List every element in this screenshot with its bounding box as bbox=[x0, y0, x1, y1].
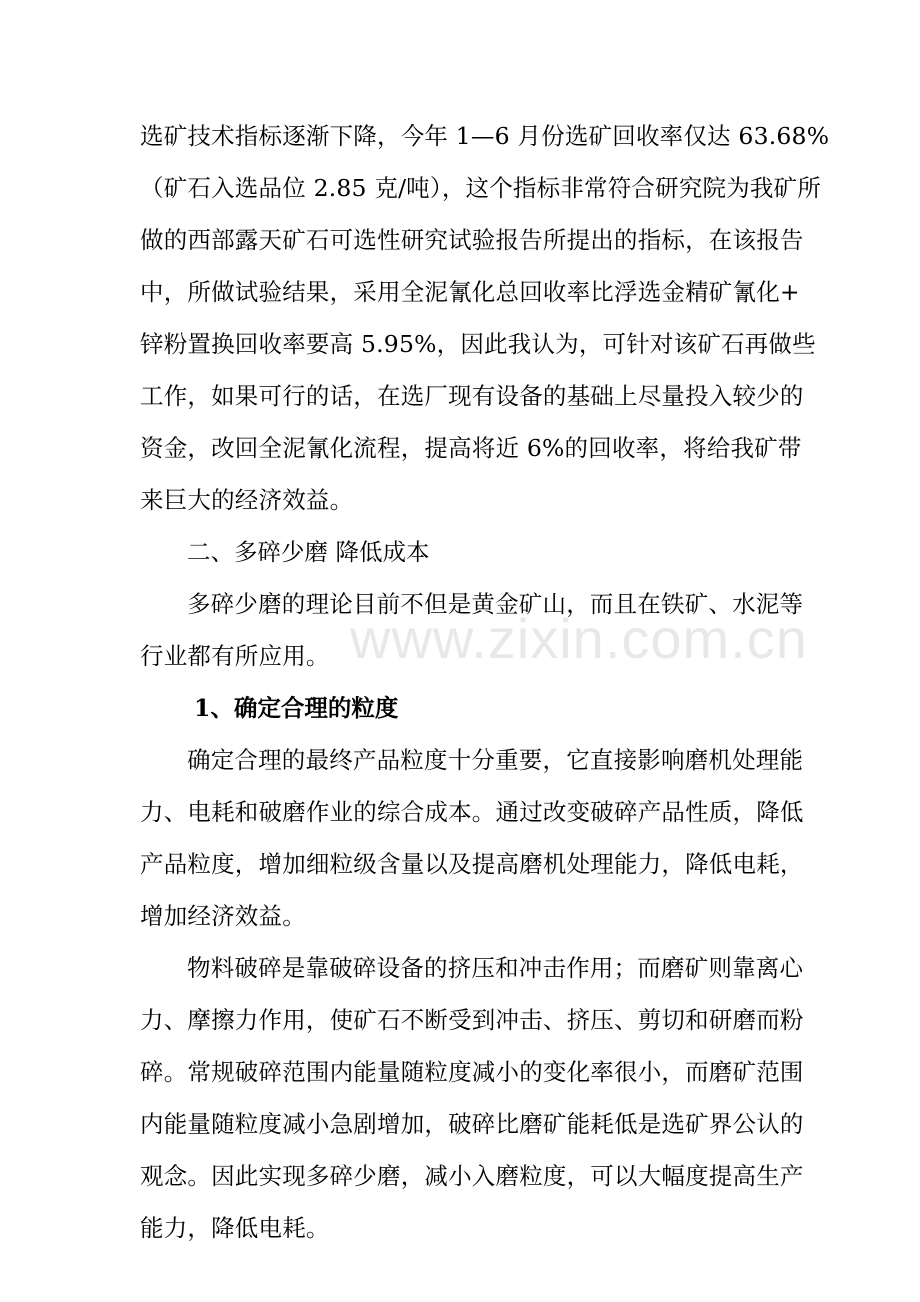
body-text-line: 内能量随粒度减小急剧增加，破碎比磨矿能耗低是选矿界公认的 bbox=[140, 1110, 804, 1138]
body-text-line: 增加经济效益。 bbox=[140, 902, 306, 930]
body-text-line: 确定合理的最终产品粒度十分重要，它直接影响磨机处理能 bbox=[187, 746, 804, 774]
body-text-line: 来巨大的经济效益。 bbox=[140, 486, 354, 514]
body-text-line: 力、电耗和破磨作业的综合成本。通过改变破碎产品性质，降低 bbox=[140, 798, 804, 826]
body-text-line: 碎。常规破碎范围内能量随粒度减小的变化率很小，而磨矿范围 bbox=[140, 1058, 804, 1086]
body-text-line: （矿石入选品位 2.85 克/吨），这个指标非常符合研究院为我矿所 bbox=[140, 174, 822, 202]
body-text-line: 锌粉置换回收率要高 5.95%，因此我认为，可针对该矿石再做些 bbox=[140, 330, 816, 358]
body-text-line: 物料破碎是靠破碎设备的挤压和冲击作用；而磨矿则靠离心 bbox=[187, 954, 804, 982]
body-text-line: 观念。因此实现多碎少磨，减小入磨粒度，可以大幅度提高生产 bbox=[140, 1162, 804, 1190]
section-heading: 二、多碎少磨 降低成本 bbox=[187, 538, 430, 566]
watermark: www.zixin.com.cn bbox=[350, 607, 808, 670]
body-text-line: 资金，改回全泥氰化流程，提高将近 6%的回收率，将给我矿带 bbox=[140, 434, 802, 462]
body-text-line: 产品粒度，增加细粒级含量以及提高磨机处理能力，降低电耗， bbox=[140, 850, 804, 878]
body-text-line: 多碎少磨的理论目前不但是黄金矿山，而且在铁矿、水泥等 bbox=[187, 590, 804, 618]
body-text-line: 行业都有所应用。 bbox=[140, 642, 330, 670]
body-text-line: 中，所做试验结果，采用全泥氰化总回收率比浮选金精矿氰化+ bbox=[140, 278, 800, 306]
body-text-line: 工作，如果可行的话，在选厂现有设备的基础上尽量投入较少的 bbox=[140, 382, 804, 410]
body-text-line: 力、摩擦力作用，使矿石不断受到冲击、挤压、剪切和研磨而粉 bbox=[140, 1006, 804, 1034]
body-text-line: 做的西部露天矿石可选性研究试验报告所提出的指标，在该报告 bbox=[140, 226, 804, 254]
body-text-line: 能力，降低电耗。 bbox=[140, 1214, 330, 1242]
body-text-line: 选矿技术指标逐渐下降，今年 1—6 月份选矿回收率仅达 63.68% bbox=[140, 122, 830, 150]
subsection-heading: 1、确定合理的粒度 bbox=[194, 694, 399, 722]
